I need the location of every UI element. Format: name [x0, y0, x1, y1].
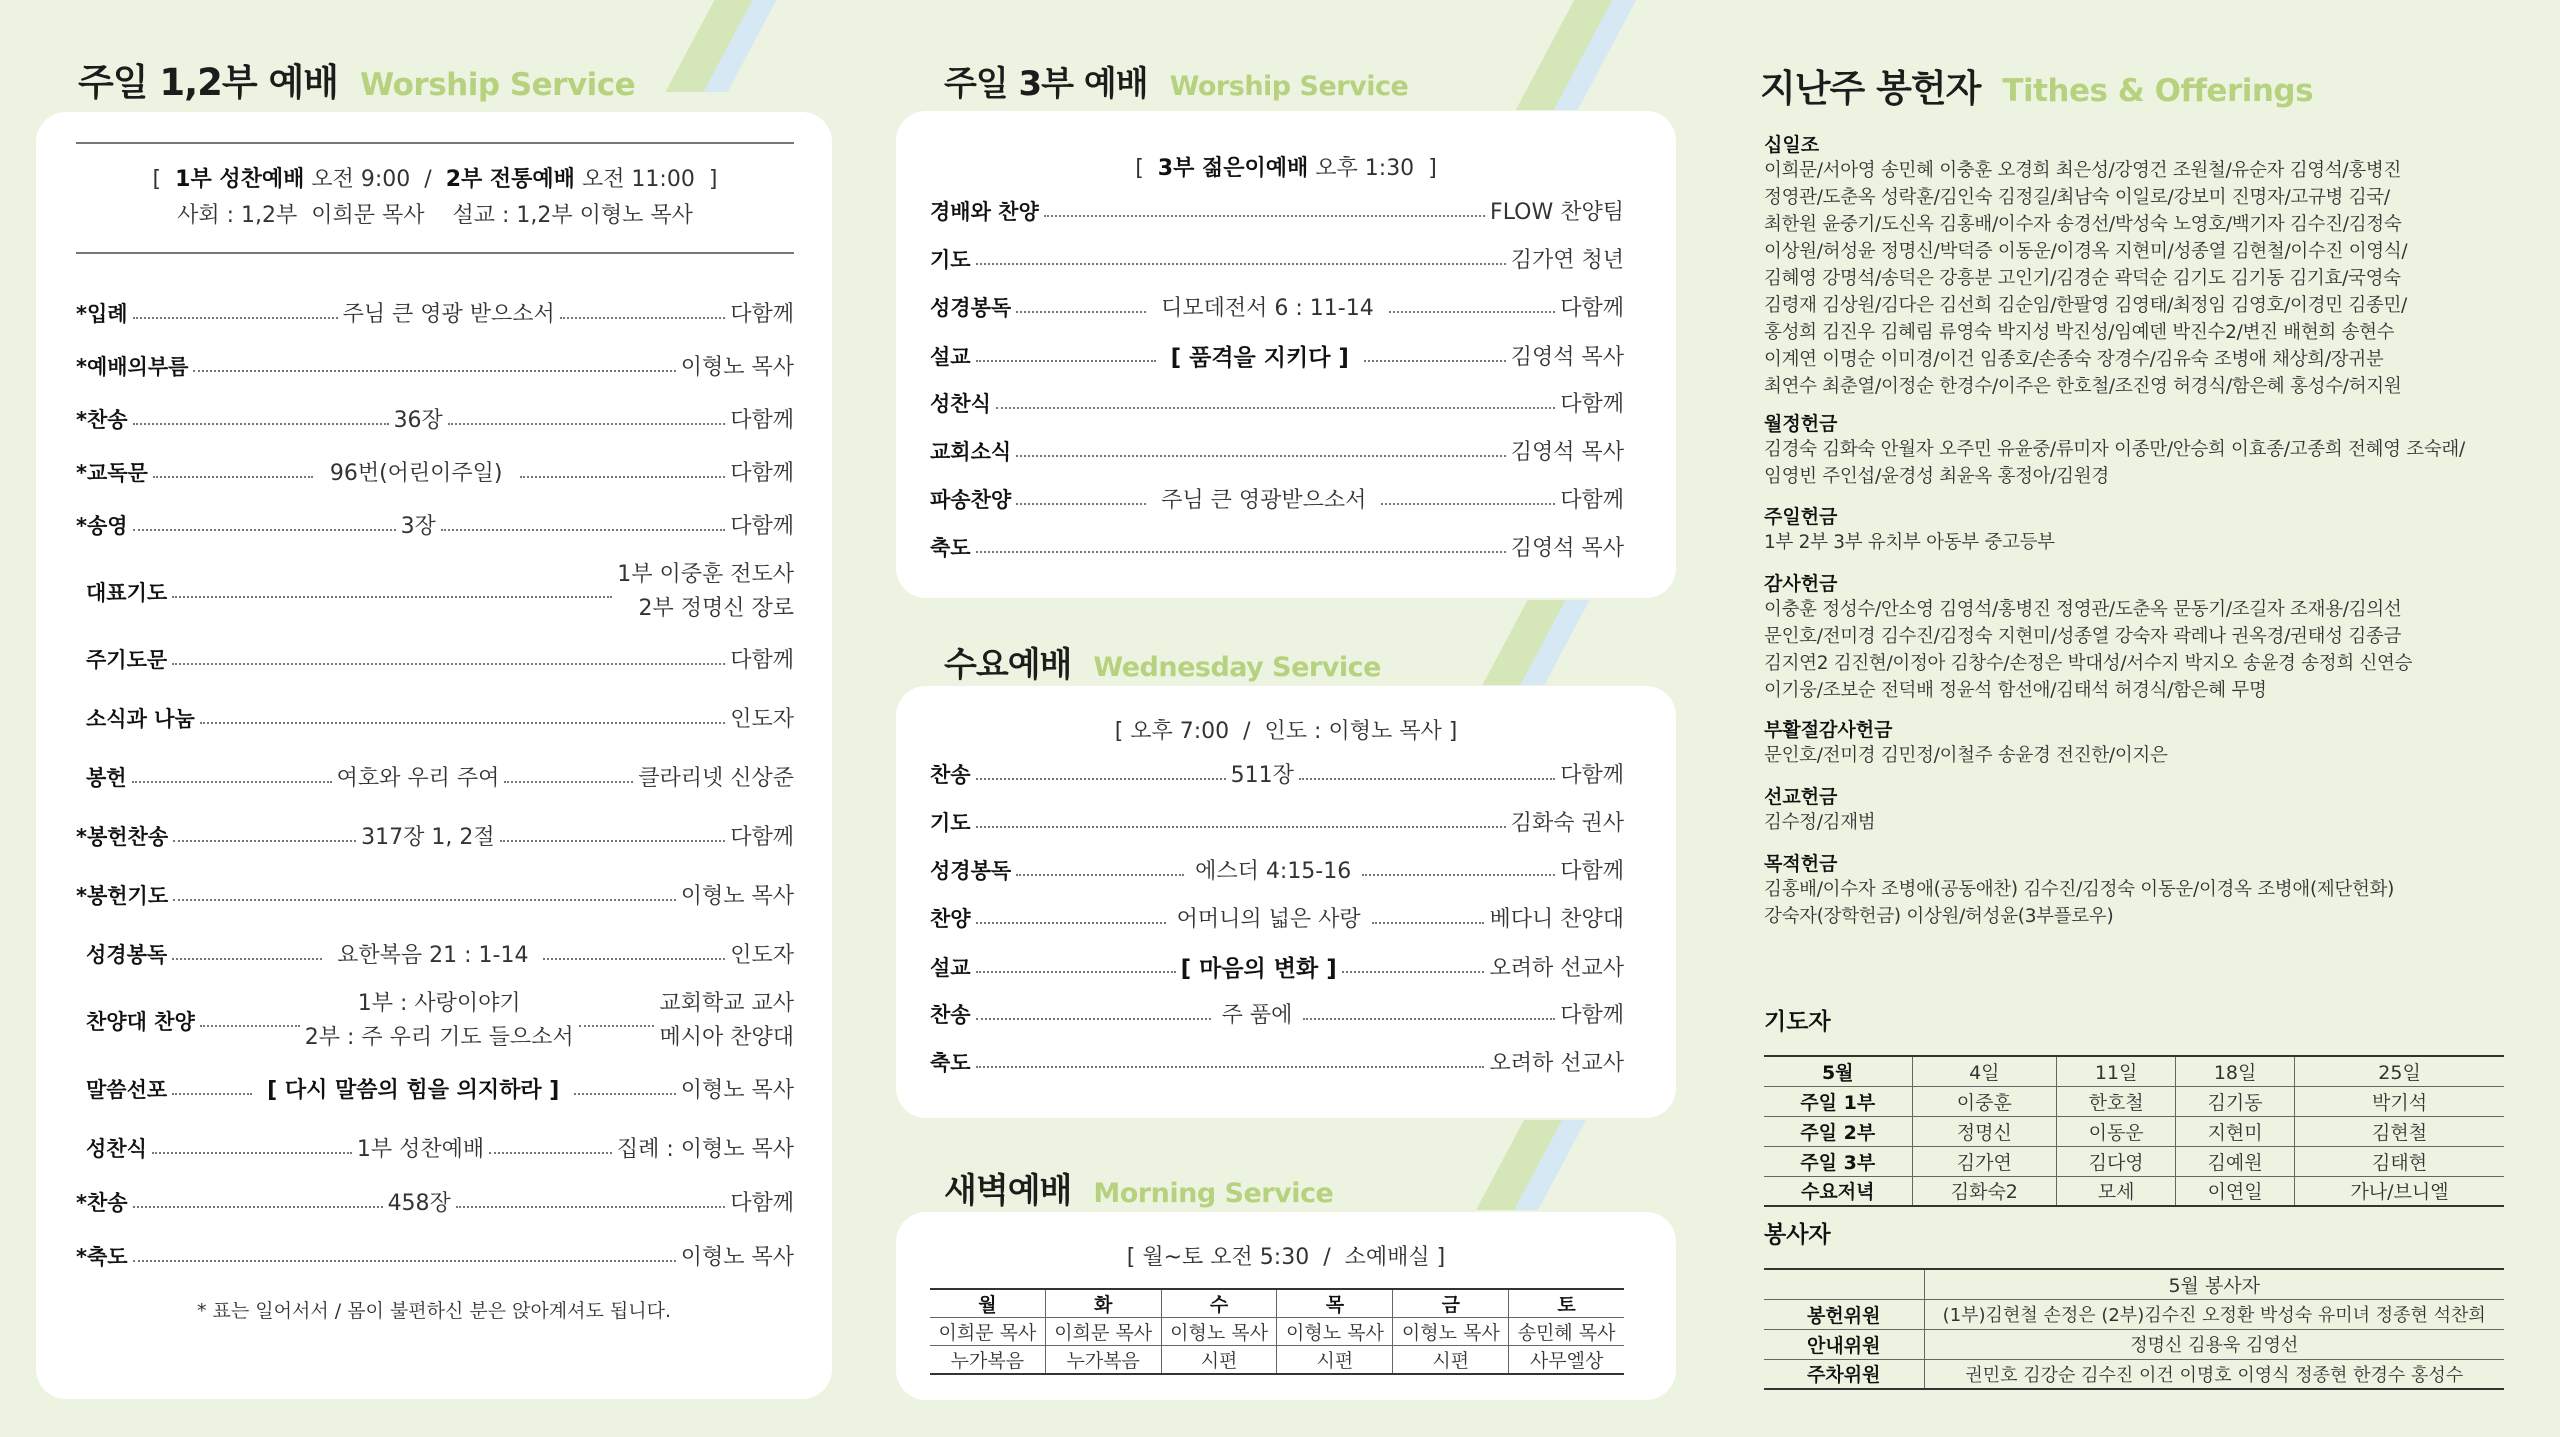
- morning-heading: [944, 1163, 1333, 1212]
- order-row: [76, 297, 794, 328]
- order-row: [86, 1073, 794, 1104]
- row-label: 성찬식: [930, 391, 991, 416]
- names-line: 강숙자(장학헌금) 이상원/허성윤(3부플로우): [1764, 906, 2114, 927]
- names-line: 임영빈 주인섭/윤경성 최윤옥 홍정아/김원경: [1764, 466, 2109, 487]
- service3-time: 오후 1:30: [1315, 156, 1415, 181]
- prayer-service-cell: 주일 1부: [1764, 1086, 1912, 1116]
- morning-caption: [ 월~토 오전 5:30 / 소예배실 ]: [1126, 1245, 1446, 1270]
- row-leader: 다함께: [1560, 392, 1624, 417]
- order-row: [930, 435, 1624, 466]
- row-leader: 다함께: [1560, 296, 1624, 321]
- row-leader: 이형노 목사: [680, 1078, 794, 1103]
- order-row: [930, 950, 1624, 983]
- row-leader: 다함께: [1560, 763, 1624, 788]
- row-leaders: [659, 987, 794, 1055]
- row-label: *교독문: [76, 460, 148, 485]
- row-leader: 다함께: [1560, 859, 1624, 884]
- prayer-service-cell: 주일 3부: [1764, 1146, 1912, 1176]
- text-cell: 사무엘상: [1509, 1346, 1624, 1375]
- text-cell: 시편: [1161, 1346, 1277, 1375]
- sunday12-title-en: Worship Service: [360, 67, 636, 103]
- prayer-title: 기도자: [1764, 1009, 1831, 1035]
- order-row: [76, 456, 794, 487]
- volunteers-row: [1764, 1299, 2504, 1329]
- row-label: 성경봉독: [930, 295, 1012, 320]
- row-label: 성찬식: [86, 1136, 147, 1161]
- prayer-name-cell: 김가연: [1912, 1146, 2057, 1176]
- sunday3-heading: [944, 56, 1408, 105]
- names-line: 김지연2 김진현/이정아 김창수/손정은 박대성/서수지 박지오 송윤경 송정희 신연승: [1764, 653, 2413, 674]
- row-label: *찬송: [76, 1190, 128, 1215]
- prayer-row: [1764, 1086, 2504, 1116]
- row-label: 성경봉독: [86, 942, 168, 967]
- row-content: 36장: [393, 408, 443, 433]
- row-label: *축도: [76, 1244, 128, 1269]
- prayer-name-cell: 김태현: [2295, 1146, 2504, 1176]
- order-row: [76, 350, 794, 381]
- offering-group-title: 십일조: [1764, 134, 1820, 156]
- offering-group: [1764, 502, 2524, 556]
- offering-group-title: 부활절감사헌금: [1764, 719, 1893, 741]
- volunteer-names-cell: 권민호 김강순 김수진 이건 이명호 이영식 정종현 한경수 홍성수: [1924, 1359, 2504, 1389]
- order-row: [76, 879, 794, 910]
- offering-group: [1764, 849, 2524, 930]
- morning-schedule-table: [930, 1288, 1624, 1375]
- sunday12-caption: [76, 162, 794, 193]
- order-row: [76, 820, 794, 851]
- row-label: 찬양: [930, 906, 971, 931]
- order-row: [86, 761, 794, 792]
- row-content: 96번(어린이주일): [329, 461, 503, 486]
- sunday3-card: [896, 111, 1676, 598]
- text-cell: 누가복음: [930, 1346, 1045, 1375]
- row-leader: 베다니 찬양대: [1489, 907, 1624, 932]
- volunteers-header-empty: [1764, 1269, 1924, 1299]
- bracket-open: [: [1135, 156, 1144, 181]
- row-label: 주기도문: [86, 647, 168, 672]
- row-leader: 다함께: [730, 302, 794, 327]
- volunteers-header-cell: 5월 봉사자: [1924, 1269, 2504, 1299]
- row-leader: 인도자: [730, 707, 794, 732]
- prayer-name-cell: 김기동: [2176, 1086, 2295, 1116]
- volunteer-names-cell: 정명신 김용욱 김영선: [1924, 1329, 2504, 1359]
- row-leader: 메시아 찬양대: [659, 1025, 794, 1050]
- prayer-name-cell: 이연일: [2176, 1176, 2295, 1206]
- row-label: *봉헌찬송: [76, 824, 169, 849]
- wednesday-caption: [ 오후 7:00 / 인도 : 이형노 목사 ]: [1114, 719, 1458, 744]
- row-leader: 이형노 목사: [680, 355, 794, 380]
- order-row: [930, 291, 1624, 322]
- wednesday-card: [896, 686, 1676, 1118]
- names-line: 이상원/허성윤 정명신/박덕증 이동운/이경옥 지현미/성종열 김현철/이수진 이영식/: [1764, 241, 2408, 262]
- prayer-name-cell: 김예원: [2176, 1146, 2295, 1176]
- volunteer-role-cell: 주차위원: [1764, 1359, 1924, 1389]
- wednesday-heading: [944, 637, 1381, 686]
- order-row: [930, 998, 1624, 1029]
- prayer-row: [1764, 1176, 2504, 1206]
- prayer-name-cell: 김현철: [2295, 1116, 2504, 1146]
- text-cell: 시편: [1277, 1346, 1393, 1375]
- names-line: 1부 2부 3부 유치부 아동부 중고등부: [1764, 532, 2055, 553]
- row-content: 디모데전서 6 : 11-14: [1161, 296, 1374, 321]
- service2-time: 오전 11:00: [581, 167, 695, 192]
- bracket-close: ]: [708, 167, 718, 192]
- offering-group-names: [1764, 529, 2524, 556]
- prayer-row: [1764, 1146, 2504, 1176]
- row-leader: 다함께: [1560, 488, 1624, 513]
- row-content: 주님 큰 영광받으소서: [1161, 488, 1367, 513]
- row-content: 에스더 4:15-16: [1195, 859, 1352, 884]
- row-leader: FLOW 찬양팀: [1490, 200, 1624, 225]
- sunday12-heading: [78, 52, 635, 106]
- service1-name: 1부 성찬예배: [175, 167, 305, 192]
- divider: [76, 252, 794, 254]
- names-line: 김수정/김재범: [1764, 812, 1876, 833]
- order-row: [930, 195, 1624, 226]
- order-row: [86, 987, 794, 1055]
- prayer-header-cell: 11일: [2057, 1056, 2176, 1086]
- order-row: [930, 387, 1624, 418]
- row-label: 축도: [930, 1050, 971, 1075]
- prayer-name-cell: 이중훈: [1912, 1086, 2057, 1116]
- volunteers-table: [1764, 1268, 2504, 1390]
- prayer-header-row: [1764, 1056, 2504, 1086]
- offering-group-names: [1764, 157, 2524, 400]
- sunday12-title: 주일 1,2부 예배: [78, 61, 339, 104]
- sunday3-caption: [896, 151, 1676, 182]
- row-leader: 집례 : 이형노 목사: [616, 1137, 794, 1162]
- volunteers-row: [1764, 1359, 2504, 1389]
- order-row: [76, 1240, 794, 1271]
- leader-cell: 이형노 목사: [1393, 1318, 1509, 1346]
- order-row: [930, 902, 1624, 933]
- row-label: 교회소식: [930, 439, 1012, 464]
- row-content: 1부 : 사랑이야기: [357, 991, 521, 1016]
- row-label: *봉헌기도: [76, 883, 169, 908]
- offering-group-names: [1764, 436, 2524, 490]
- day-cell: 목: [1277, 1289, 1393, 1318]
- offerings-title: 지난주 봉헌자: [1760, 67, 1981, 110]
- morning-title: 새벽예배: [944, 1171, 1072, 1211]
- morning-card: [896, 1212, 1676, 1400]
- names-line: 홍성희 김진우 김혜림 류영숙 박지성 박진성/임예덴 박진수2/변진 배현희 송현수: [1764, 322, 2395, 343]
- offering-group: [1764, 569, 2524, 704]
- row-content: 1부 성찬예배: [356, 1137, 485, 1162]
- leader-cell: 송민혜 목사: [1509, 1318, 1624, 1346]
- row-label: 대표기도: [86, 581, 168, 605]
- row-leader: 김가연 청년: [1510, 248, 1624, 273]
- row-leader: 이형노 목사: [680, 884, 794, 909]
- order-row: [86, 558, 794, 626]
- order-row: [76, 1186, 794, 1217]
- row-label: 경배와 찬양: [930, 199, 1039, 224]
- names-line: 문인호/전미경 김민정/이철주 송윤경 전진한/이지은: [1764, 745, 2168, 766]
- text-row: [930, 1346, 1624, 1375]
- prayer-header-cell: 5월: [1764, 1056, 1912, 1086]
- prayer-name-cell: 지현미: [2176, 1116, 2295, 1146]
- row-leader: 김영석 목사: [1510, 536, 1624, 561]
- row-content: 어머니의 넓은 사랑: [1176, 907, 1361, 932]
- volunteer-role-cell: 봉헌위원: [1764, 1299, 1924, 1329]
- order-row: [86, 702, 794, 733]
- row-content: 요한복음 21 : 1-14: [337, 943, 529, 968]
- row-content: 3장: [400, 514, 436, 539]
- row-label: *송영: [76, 513, 128, 538]
- offering-group: [1764, 409, 2524, 490]
- order-row: [86, 643, 794, 674]
- volunteer-names-cell: (1부)김현철 손정은 (2부)김수진 오정환 박성숙 유미녀 정종현 석찬희: [1924, 1299, 2504, 1329]
- order-row: [76, 509, 794, 540]
- row-leader: 김영석 목사: [1510, 440, 1624, 465]
- sermon-title: [ 마음의 변화 ]: [1180, 956, 1337, 982]
- row-leader: 다함께: [1560, 1003, 1624, 1028]
- row-leader: 교회학교 교사: [659, 991, 794, 1016]
- volunteer-role-cell: 안내위원: [1764, 1329, 1924, 1359]
- offering-group-title: 월정헌금: [1764, 413, 1838, 435]
- row-leader: 인도자: [730, 943, 794, 968]
- row-content: 2부 : 주 우리 기도 들으소서: [304, 1025, 574, 1050]
- row-leader: 다함께: [730, 1191, 794, 1216]
- morning-title-en: Morning Service: [1093, 1178, 1334, 1209]
- row-content: 주 품에: [1221, 1003, 1293, 1028]
- order-row: [930, 531, 1624, 562]
- leader-cell: 이희문 목사: [1045, 1318, 1161, 1346]
- service3-name: 3부 젊은이예배: [1157, 156, 1309, 181]
- volunteers-row: [1764, 1329, 2504, 1359]
- row-content: 511장: [1230, 763, 1294, 788]
- day-cell: 월: [930, 1289, 1045, 1318]
- sunday12-card: [36, 112, 832, 1399]
- order-row: [930, 339, 1624, 372]
- prayer-header-cell: 18일: [2176, 1056, 2295, 1086]
- offering-group: [1764, 130, 2524, 400]
- sunday3-title-en: Worship Service: [1169, 71, 1409, 102]
- service1-time: 오전 9:00: [311, 167, 411, 192]
- row-leaders: [617, 558, 794, 626]
- sunday3-title: 주일 3부 예배: [944, 64, 1148, 104]
- prayer-name-cell: 김화숙2: [1912, 1176, 2057, 1206]
- names-line: 김홍배/이수자 조병애(공동애찬) 김수진/김정숙 이동운/이경옥 조병애(제단헌화): [1764, 879, 2395, 900]
- row-label: 성경봉독: [930, 858, 1012, 883]
- prayer-service-cell: 수요저녁: [1764, 1176, 1912, 1206]
- separator: /: [424, 167, 432, 192]
- offering-group-names: [1764, 876, 2524, 930]
- row-content: 여호와 우리 주여: [336, 766, 500, 791]
- standing-note: * 표는 일어서서 / 몸이 불편하신 분은 앉아계셔도 됩니다.: [196, 1300, 672, 1322]
- prayer-name-cell: 박기석: [2295, 1086, 2504, 1116]
- names-line: 최연수 최춘열/이정순 한경수/이주은 한호철/조진영 허경식/함은혜 홍성수/허지원: [1764, 376, 2402, 397]
- row-label: 기도: [930, 810, 971, 835]
- row-label: 기도: [930, 247, 971, 272]
- offering-group-names: [1764, 809, 2524, 836]
- prayer-row: [1764, 1116, 2504, 1146]
- names-line: 문인호/전미경 김수진/김정숙 지현미/성종열 강숙자 곽레나 권옥경/권태성 김종금: [1764, 626, 2402, 647]
- names-line: 정영관/도춘옥 성락훈/김인숙 김정길/최남숙 이일로/강보미 진명자/고규병 김국/: [1764, 187, 2390, 208]
- row-label: 축도: [930, 535, 971, 560]
- row-label: *예배의부름: [76, 354, 189, 379]
- sermon-title: [ 다시 말씀의 힘을 의지하라 ]: [267, 1078, 560, 1103]
- row-label: 찬송: [930, 1002, 971, 1027]
- offering-group-names: [1764, 742, 2524, 769]
- row-leader: 김영석 목사: [1510, 345, 1624, 370]
- names-line: 김령재 김상원/김다은 김선희 김순임/한팔영 김영태/최정임 김영호/이경민 김종민/: [1764, 295, 2407, 316]
- day-cell: 금: [1393, 1289, 1509, 1318]
- names-line: 최한원 윤중기/도신옥 김홍배/이수자 송경선/박성숙 노영호/백기자 김수진/김정숙: [1764, 214, 2402, 235]
- volunteers-header-row: [1764, 1269, 2504, 1299]
- order-row: [86, 938, 794, 969]
- prayer-header-cell: 4일: [1912, 1056, 2057, 1086]
- row-content: 317장 1, 2절: [361, 825, 495, 850]
- row-leader: 1부 이중훈 전도사: [617, 562, 794, 587]
- divider: [76, 142, 794, 144]
- order-row: [930, 483, 1624, 514]
- row-leader: 다함께: [730, 408, 794, 433]
- offerings-title-en: Tithes & Offerings: [2002, 73, 2314, 109]
- order-row: [76, 403, 794, 434]
- row-leader: 이형노 목사: [680, 1245, 794, 1270]
- prayer-header-cell: 25일: [2295, 1056, 2504, 1086]
- offering-group: [1764, 782, 2524, 836]
- row-leader: 김화숙 권사: [1510, 811, 1624, 836]
- order-row: [930, 758, 1624, 789]
- row-label: 소식과 나눔: [86, 706, 195, 731]
- order-row: [930, 854, 1624, 885]
- offering-group: [1764, 715, 2524, 769]
- row-leader: 오려하 선교사: [1489, 1051, 1624, 1076]
- row-label: *입례: [76, 301, 128, 326]
- row-label: 봉헌: [86, 765, 127, 790]
- text-cell: 시편: [1393, 1346, 1509, 1375]
- row-label: 찬양대 찬양: [86, 1010, 195, 1034]
- row-leader: 클라리넷 신상준: [638, 766, 794, 791]
- wednesday-title-en: Wednesday Service: [1093, 652, 1381, 683]
- offering-group-title: 감사헌금: [1764, 573, 1838, 595]
- row-label: 설교: [930, 955, 971, 980]
- row-label: 파송찬양: [930, 487, 1012, 512]
- row-leader: 다함께: [730, 825, 794, 850]
- row-label: 설교: [930, 344, 971, 369]
- wednesday-title: 수요예배: [944, 645, 1072, 685]
- offering-group-title: 주일헌금: [1764, 506, 1838, 528]
- day-cell: 토: [1509, 1289, 1624, 1318]
- day-cell: 수: [1161, 1289, 1277, 1318]
- row-leader: 다함께: [730, 514, 794, 539]
- leader-cell: 이희문 목사: [930, 1318, 1045, 1346]
- volunteers-title: 봉사자: [1764, 1222, 1831, 1248]
- row-label: *찬송: [76, 407, 128, 432]
- prayer-name-cell: 한호철: [2057, 1086, 2176, 1116]
- leader-row: [930, 1318, 1624, 1346]
- prayer-name-cell: 모세: [2057, 1176, 2176, 1206]
- day-row: [930, 1289, 1624, 1318]
- prayer-service-cell: 주일 2부: [1764, 1116, 1912, 1146]
- names-line: 김경숙 김화숙 안월자 오주민 유윤중/류미자 이종만/안승희 이효종/고종희 전혜영 조숙래/: [1764, 439, 2465, 460]
- sermon-title: [ 품격을 지키다 ]: [1170, 345, 1349, 371]
- row-content: 주님 큰 영광 받으소서: [342, 302, 555, 327]
- row-label: 찬송: [930, 762, 971, 787]
- order-row: [930, 806, 1624, 837]
- offerings-heading: [1760, 58, 2313, 112]
- day-cell: 화: [1045, 1289, 1161, 1318]
- row-leader: 다함께: [730, 461, 794, 486]
- prayer-name-cell: 정명신: [1912, 1116, 2057, 1146]
- service2-name: 2부 전통예배: [445, 167, 575, 192]
- offering-group-names: [1764, 596, 2524, 704]
- leader-cell: 이형노 목사: [1161, 1318, 1277, 1346]
- row-leader: 오려하 선교사: [1489, 956, 1624, 981]
- row-contents: [305, 987, 574, 1055]
- offering-group-title: 선교헌금: [1764, 786, 1838, 808]
- bracket-close: ]: [1428, 156, 1437, 181]
- leader-cell: 이형노 목사: [1277, 1318, 1393, 1346]
- prayer-name-cell: 김다영: [2057, 1146, 2176, 1176]
- names-line: 이희문/서아영 송민혜 이충훈 오경희 최은성/강영건 조원철/유순자 김영석/홍병진: [1764, 160, 2402, 181]
- bracket-open: [: [152, 167, 162, 192]
- prayer-table: [1764, 1055, 2504, 1207]
- names-line: 이계연 이명순 이미경/이건 임종호/손종숙 장경수/김유숙 조병애 채상희/장귀분: [1764, 349, 2384, 370]
- names-line: 김혜영 강명석/송덕은 강흥분 고인기/김경순 곽덕순 김기도 김기동 김기효/국영숙: [1764, 268, 2401, 289]
- order-row: [930, 243, 1624, 274]
- names-line: 이충훈 정성수/안소영 김영석/홍병진 정영관/도춘옥 문동기/조길자 조재용/김의선: [1764, 599, 2402, 620]
- names-line: 이기웅/조보순 전덕배 정윤석 함선애/김태석 허경식/함은혜 무명: [1764, 680, 2267, 701]
- order-row: [930, 1046, 1624, 1077]
- prayer-name-cell: 이동운: [2057, 1116, 2176, 1146]
- offering-group-title: 목적헌금: [1764, 853, 1838, 875]
- row-leader: 2부 정명신 장로: [638, 596, 794, 621]
- prayer-name-cell: 가나/브니엘: [2295, 1176, 2504, 1206]
- sunday12-caption-line2: 사회 : 1,2부 이희문 목사 설교 : 1,2부 이형노 목사: [177, 203, 693, 228]
- text-cell: 누가복음: [1045, 1346, 1161, 1375]
- row-content: 458장: [387, 1191, 451, 1216]
- order-row: [86, 1132, 794, 1163]
- row-label: 말씀선포: [86, 1077, 168, 1102]
- row-leader: 다함께: [730, 648, 794, 673]
